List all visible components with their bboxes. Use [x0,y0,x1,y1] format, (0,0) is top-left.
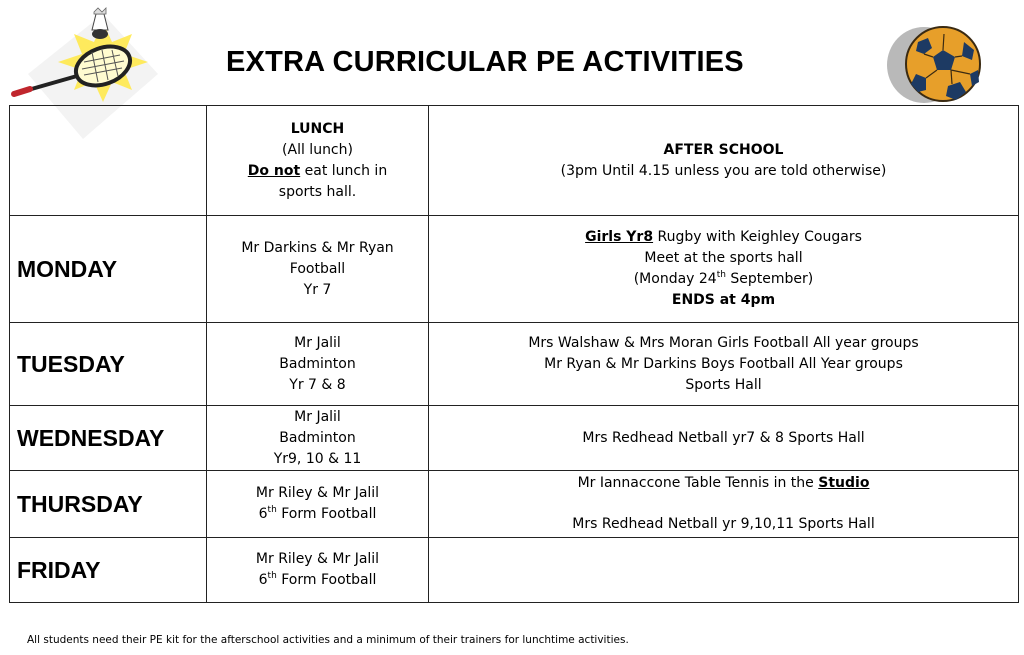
footer-note: All students need their PE kit for the afterschool activities and a minimum of their trainers for lunchtime activities. [27,634,629,646]
page-title: EXTRA CURRICULAR PE ACTIVITIES [226,46,744,78]
monday-activity-text: Rugby with Keighley Cougars [657,229,862,245]
day-label-monday: MONDAY [10,216,207,323]
friday-lunch-line: Mr Riley & Mr Jalil [255,551,380,567]
friday-after-school-cell [429,538,1019,603]
monday-date-post: September) [730,271,814,287]
thursday-lunch-cell [207,471,429,538]
lunch-header-subtitle: (All lunch) [282,141,353,158]
thursday-after-line [429,473,1018,494]
monday-lunch-line: Football [289,260,346,277]
wednesday-after-line: Mrs Redhead Netball yr7 & 8 Sports Hall [582,429,865,446]
tuesday-lunch-line: Badminton [279,355,356,372]
tuesday-lunch-line: Yr 7 & 8 [289,376,346,393]
thursday-form-activity: Form Football [281,506,377,522]
day-label-wednesday: WEDNESDAY [10,406,207,471]
monday-group-text: Girls Yr8 [585,229,654,245]
after-school-header-title: AFTER SCHOOL [663,141,784,158]
football-icon [882,24,982,106]
lunch-header-title: LUNCH [290,120,345,137]
thursday-form-sup: th [267,505,277,515]
table-row-friday [10,538,1019,603]
thursday-lunch-line [207,504,428,525]
lunch-header-warning [207,161,428,182]
do-not-text: Do not [247,162,301,179]
wednesday-lunch-line: Yr9, 10 & 11 [273,450,362,467]
monday-after-line: Meet at the sports hall [644,250,803,266]
lunch-header-warning-end: sports hall. [278,183,357,200]
day-label-friday: FRIDAY [10,538,207,603]
lunch-header-cell [207,106,429,216]
wednesday-lunch-line: Mr Jalil [294,408,341,425]
tuesday-after-line: Mrs Walshaw & Mrs Moran Girls Football All year groups [528,334,919,351]
tuesday-after-line: Sports Hall [685,376,762,393]
wednesday-lunch-cell [207,406,429,471]
table-row-monday [10,216,1019,323]
thursday-after-school-cell [429,471,1019,538]
monday-date-pre: (Monday 24 [633,271,717,287]
monday-after-school-cell [429,216,1019,323]
lunch-warning-rest: eat lunch in [304,162,388,179]
after-school-header-subtitle: (3pm Until 4.15 unless you are told otherwise) [560,162,887,179]
activities-table [9,105,1019,603]
table-row-wednesday [10,406,1019,471]
friday-lunch-cell [207,538,429,603]
tuesday-after-line: Mr Ryan & Mr Darkins Boys Football All Year groups [544,355,903,372]
monday-lunch-cell [207,216,429,323]
header-row [10,106,1019,216]
thursday-form-number: 6 [258,506,268,522]
thursday-after-line: Mrs Redhead Netball yr 9,10,11 Sports Hall [572,516,875,532]
wednesday-after-school-cell [429,406,1019,471]
day-label-thursday: THURSDAY [10,471,207,538]
friday-form-sup: th [267,571,277,581]
after-school-header-cell [429,106,1019,216]
thursday-lunch-line: Mr Riley & Mr Jalil [255,485,380,501]
tuesday-lunch-cell [207,323,429,406]
friday-form-activity: Form Football [281,572,377,588]
tuesday-after-school-cell [429,323,1019,406]
wednesday-lunch-line: Badminton [279,429,356,446]
header-blank-cell [10,106,207,216]
table-row-thursday [10,471,1019,538]
thursday-studio-text: Studio [818,475,870,491]
thursday-after-spacer [429,494,1018,514]
day-label-tuesday: TUESDAY [10,323,207,406]
monday-after-line [429,269,1018,290]
thursday-tennis-text: Mr Iannaccone Table Tennis in the [577,475,814,491]
monday-after-line [429,227,1018,248]
monday-lunch-line: Yr 7 [303,281,332,298]
monday-date-sup: th [716,270,726,280]
table-row-tuesday [10,323,1019,406]
monday-lunch-line: Mr Darkins & Mr Ryan [241,239,394,256]
friday-lunch-line [207,570,428,591]
monday-after-line: ENDS at 4pm [671,292,776,308]
tuesday-lunch-line: Mr Jalil [294,334,341,351]
friday-form-number: 6 [258,572,268,588]
